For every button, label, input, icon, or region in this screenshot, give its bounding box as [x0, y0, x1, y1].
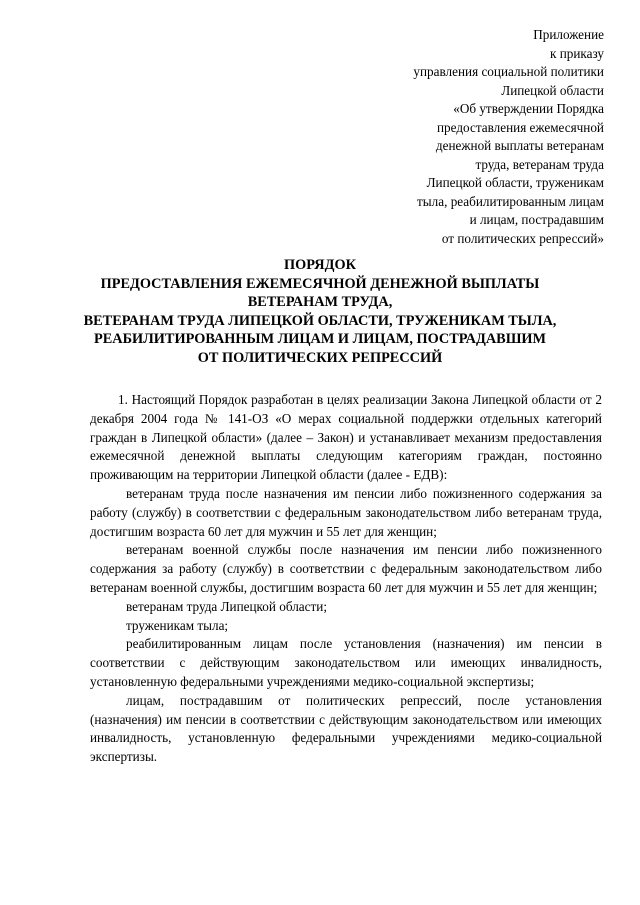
appendix-line: Липецкой области: [501, 82, 604, 98]
paragraph-rehabilitated-persons: реабилитированным лицам после установления (назначения) им пенсии в соответствии с действующим законодательством или имеющих инвалидность, установленную федеральными учреждениями медико-социальной экспертизы;: [90, 636, 602, 689]
title-line: РЕАБИЛИТИРОВАННЫМ ЛИЦАМ И ЛИЦАМ, ПОСТРАДАВШИМ: [93, 331, 547, 347]
paragraph-military-veterans: ветеранам военной службы после назначения им пенсии либо пожизненного содержания за работу (службу) в соответствии с федеральным законодательством либо ветеранам военной службы, достигшим возраста 60 лет для мужчин и 55 лет для женщин;: [90, 542, 602, 595]
paragraph-home-front-workers: труженикам тыла;: [126, 617, 229, 633]
appendix-line: к приказу: [550, 45, 604, 61]
appendix-line: денежной выплаты ветеранам: [435, 138, 604, 153]
title-line: ВЕТЕРАНАМ ТРУДА ЛИПЕЦКОЙ ОБЛАСТИ, ТРУЖЕНИКАМ ТЫЛА,: [83, 312, 557, 329]
appendix-line: Липецкой области, труженикам: [426, 175, 604, 190]
document-title: [0, 256, 640, 367]
title-line: ОТ ПОЛИТИЧЕСКИХ РЕПРЕССИЙ: [197, 349, 443, 366]
appendix-line: Приложение: [533, 27, 604, 42]
paragraph-clause-1: 1. Настоящий Порядок разработан в целях реализации Закона Липецкой области от 2 декабря 2004 года № 141-ОЗ «О мерах социальной поддержки отдельных категорий граждан в Липецкой области» (далее – Закон) и устанавливает механизм предоставления ежемесячной денежной выплаты следующим категориям граждан, постоянно проживающим на территории Липецкой области (далее - ЕДВ):: [90, 392, 602, 483]
title-line: ПОРЯДОК: [284, 257, 356, 273]
appendix-line: тыла, реабилитированным лицам: [417, 193, 604, 209]
paragraph-lipetsk-labor-veterans: ветеранам труда Липецкой области;: [126, 598, 327, 614]
appendix-line: труда, ветеранам труда: [475, 156, 604, 172]
title-line: ПРЕДОСТАВЛЕНИЯ ЕЖЕМЕСЯЧНОЙ ДЕНЕЖНОЙ ВЫПЛАТЫ: [100, 275, 540, 292]
appendix-line: управления социальной политики: [413, 64, 604, 79]
appendix-line: от политических репрессий»: [441, 230, 604, 246]
title-line: ВЕТЕРАНАМ ТРУДА,: [247, 294, 393, 310]
appendix-line: и лицам, пострадавшим: [469, 212, 604, 227]
appendix-header: [344, 26, 604, 248]
appendix-line: предоставления ежемесячной: [437, 119, 604, 135]
paragraph-repression-victims: лицам, пострадавшим от политических репрессий, после установления (назначения) им пенсии в соответствии с действующим законодательством или имеющих инвалидность, установленную федеральными учреждениями медико-социальной экспертизы.: [90, 692, 602, 765]
document-body: [90, 391, 602, 767]
paragraph-labor-veterans: ветеранам труда после назначения им пенсии либо пожизненного содержания за работу (службу) в соответствии с федеральным законодательством либо ветеранам труда, достигшим возраста 60 лет для мужчин и 55 лет для женщин;: [90, 485, 602, 539]
appendix-line: «Об утверждении Порядка: [453, 101, 604, 116]
